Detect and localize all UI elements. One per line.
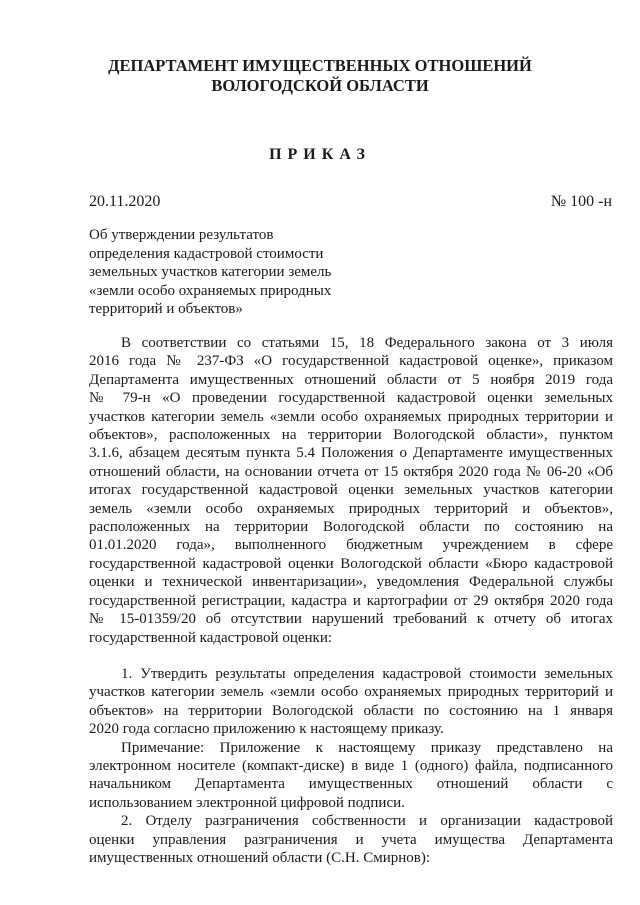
subject-line: Об утверждении результатов <box>89 227 274 243</box>
text-line: земель «земли особо охраняемых природных территорий и объектов», <box>89 500 613 517</box>
text-line: 2016 года № 237-ФЗ «О государственной кадастровой оценке», приказом <box>89 353 613 370</box>
text-line: расположенных на территории Вологодской области по состоянию на <box>89 519 613 536</box>
subject-line: территорий и объектов» <box>89 301 243 317</box>
preamble-paragraph <box>89 334 613 647</box>
department-header <box>0 56 640 96</box>
text-line: Примечание: Приложение к настоящему приказу представлено на <box>121 739 613 756</box>
text-line: 2020 года согласно приложению к настоящему приказу. <box>89 721 444 738</box>
text-line: итогах государственной кадастровой оценки земельных участков категории <box>89 482 613 499</box>
text-line: Департамента имущественных отношений области от 5 ноября 2019 года <box>89 371 613 388</box>
text-line: № 79-н «О проведении государственной кадастровой оценки земельных <box>89 390 613 407</box>
text-line: В соответствии со статьями 15, 18 Федерального закона от 3 июля <box>121 335 613 351</box>
text-line: участков категории земель «земли особо охраняемых природных территорий и <box>89 684 613 701</box>
subject-line: «земли особо охраняемых природных <box>89 282 332 299</box>
text-line: государственной регистрации, кадастра и картографии от 29 октября 2020 года <box>89 592 613 609</box>
text-line: оценки и технической инвентаризации», уведомления Федеральной службы <box>89 574 613 591</box>
header-line-1: ДЕПАРТАМЕНТ ИМУЩЕСТВЕННЫХ ОТНОШЕНИЙ <box>108 56 532 75</box>
item-1-paragraph <box>89 665 613 739</box>
text-line: объектов» на территории Вологодской области по состоянию на 1 января <box>89 702 613 719</box>
text-line: государственной кадастровой оценки Вологодской области «Бюро кадастровой <box>89 555 613 572</box>
text-line: № 15-01359/20 об отсутствии нарушений требований к отчету об итогах <box>89 611 613 628</box>
subject-line: определения кадастровой стоимости <box>89 245 324 262</box>
note-paragraph <box>89 739 613 813</box>
text-line: участков категории земель «земли особо охраняемых природных территории и <box>89 408 613 425</box>
text-line: государственной кадастровой оценки: <box>89 629 333 646</box>
text-line: имущественных отношений области (С.Н. Смирнов): <box>89 849 431 866</box>
order-date: 20.11.2020 <box>89 193 161 210</box>
text-line: использованием электронной цифровой подписи. <box>89 794 405 811</box>
text-line: оценки управления разграничения и учета имущества Департамента <box>89 831 613 848</box>
text-line: 3.1.6, абзацем десятым пункта 5.4 Положения о Департаменте имущественных <box>89 445 613 462</box>
text-line: отношений области, на основании отчета от 15 октября 2020 года № 06-20 «Об <box>89 463 613 480</box>
text-line: 1. Утвердить результаты определения кадастровой стоимости земельных <box>121 665 613 682</box>
header-line-2: ВОЛОГОДСКОЙ ОБЛАСТИ <box>211 76 429 95</box>
text-line: электронном носителе (компакт-диске) в виде 1 (одного) файла, подписанного <box>89 757 613 774</box>
text-line: начальником Департамента имущественных отношений области с <box>89 776 613 793</box>
text-line: 01.01.2020 года», выполненного бюджетным учреждением в сфере <box>89 537 613 554</box>
subject-line: земельных участков категории земель <box>89 264 332 280</box>
text-line: объектов», расположенных на территории Вологодской области», пунктом <box>89 427 613 444</box>
order-number: № 100 -н <box>550 193 612 210</box>
text-line: 2. Отделу разграничения собственности и организации кадастровой <box>121 813 613 830</box>
order-title: ПРИКАЗ <box>269 146 371 163</box>
item-2-paragraph <box>89 812 613 867</box>
order-body <box>89 334 613 867</box>
order-subject <box>89 226 389 319</box>
